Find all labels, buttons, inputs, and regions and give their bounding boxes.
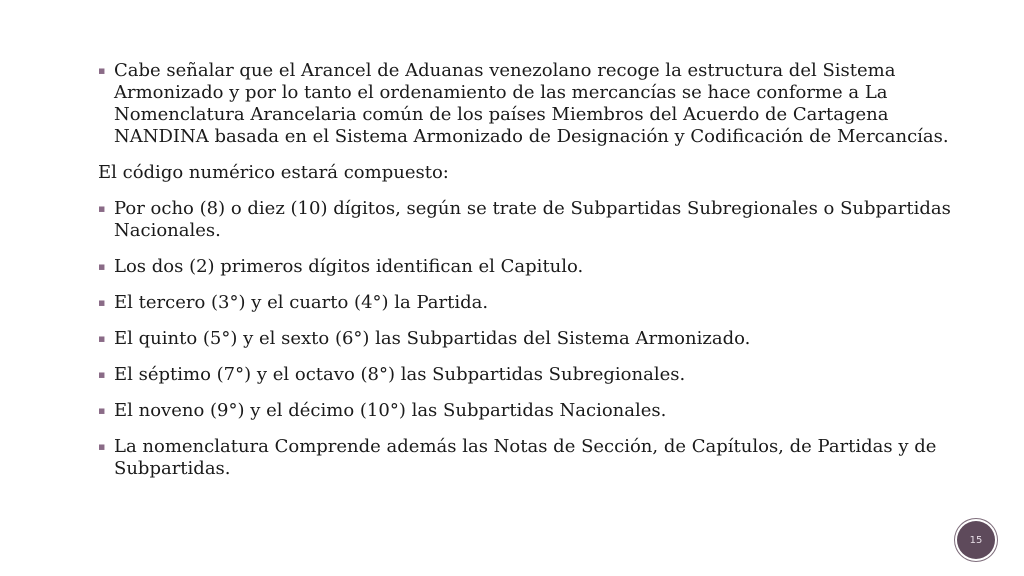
square-bullet-icon: ▪	[98, 404, 106, 417]
bullet-text: La nomenclatura Comprende además las Notas de Sección, de Capítulos, de Partidas y de Subpartidas.	[114, 436, 937, 479]
square-bullet-icon: ▪	[98, 260, 106, 273]
bullet-item	[98, 364, 958, 386]
bullet-text: Por ocho (8) o diez (10) dígitos, según se trate de Subpartidas Subregionales o Subpartidas Nacionales.	[114, 198, 951, 241]
square-bullet-icon: ▪	[98, 64, 106, 77]
plain-paragraph	[98, 162, 958, 184]
bullet-item	[98, 60, 958, 148]
bullet-text: El noveno (9°) y el décimo (10°) las Subpartidas Nacionales.	[114, 400, 667, 421]
bullet-item	[98, 436, 958, 480]
bullet-text: El séptimo (7°) y el octavo (8°) las Subpartidas Subregionales.	[114, 364, 686, 385]
paragraph-text: El código numérico estará compuesto:	[98, 162, 449, 183]
square-bullet-icon: ▪	[98, 202, 106, 215]
square-bullet-icon: ▪	[98, 368, 106, 381]
bullet-text: Los dos (2) primeros dígitos identifican el Capitulo.	[114, 256, 584, 277]
bullet-text: El tercero (3°) y el cuarto (4°) la Partida.	[114, 292, 489, 313]
bullet-item	[98, 198, 958, 242]
square-bullet-icon: ▪	[98, 332, 106, 345]
page-number-badge	[957, 521, 995, 559]
bullet-text: El quinto (5°) y el sexto (6°) las Subpartidas del Sistema Armonizado.	[114, 328, 751, 349]
bullet-item	[98, 292, 958, 314]
bullet-text: Cabe señalar que el Arancel de Aduanas venezolano recoge la estructura del Sistema Armonizado y por lo tanto el ordenamiento de las mercancías se hace conforme a La Nomenclatura Arancelaria común de los países Miembros del Acuerdo de Cartagena NANDINA basada en el Sistema Armonizado de Designación y Codificación de Mercancías.	[114, 60, 949, 147]
bullet-item	[98, 328, 958, 350]
bullet-item	[98, 256, 958, 278]
square-bullet-icon: ▪	[98, 440, 106, 453]
square-bullet-icon: ▪	[98, 296, 106, 309]
page-number: 15	[969, 534, 983, 546]
slide-content	[98, 60, 958, 494]
bullet-item	[98, 400, 958, 422]
